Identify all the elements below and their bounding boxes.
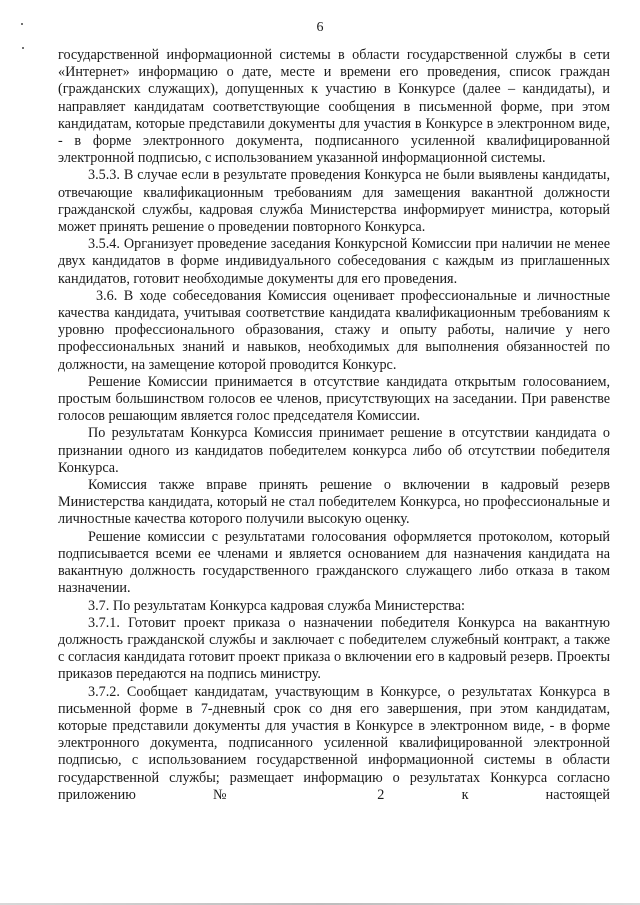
paragraph-continuation: государственной информационной системы в области государственной службы в сети «Интернет» информацию о дате, месте и времени его проведения, список граждан (гражданских служащих), допущенных к участию в Конкурсе (далее – кандидаты), и направляет кандидатам соответствующие сообщения в письменной форме, при этом кандидатам, которые представили документы для участия в Конкурсе в электронном виде, - в форме электронного документа, подписанного усиленной квалифицированной электронной подписью, с использованием указанной информационной системы. [58,47,610,167]
paragraph-protocol: Решение комиссии с результатами голосования оформляется протоколом, который подписывается всеми ее членами и является основанием для назначения кандидата на вакантную должность государственного гражданского служащего либо отказа в таком назначении. [58,528,610,597]
paragraph-reserve: Комиссия также вправе принять решение о включении в кадровый резерв Министерства кандидата, который не стал победителем Конкурса, но профессиональные и личностные качества которого получили высокую оценку. [58,477,610,528]
paragraph-results: По результатам Конкурса Комиссия принимает решение в отсутствии кандидата о признании одного из кандидатов победителем конкурса либо об отсутствии победителя Конкурса. [58,425,610,476]
document-body [58,47,610,804]
paragraph-3-5-4: 3.5.4. Организует проведение заседания Конкурсной Комиссии при наличии не менее двух кандидатов в форме индивидуального собеседования с каждым из приглашенных кандидатов, готовит необходимые документы для его проведения. [58,236,610,287]
paragraph-3-7-1: 3.7.1. Готовит проект приказа о назначении победителя Конкурса на вакантную должность гражданской службы и заключает с победителем служебный контракт, а также с согласия кандидата готовит проект приказа о включении его в кадровый резерв. Проекты приказов передаются на подпись министру. [58,614,610,683]
paragraph-3-7: 3.7. По результатам Конкурса кадровая служба Министерства: [88,597,465,614]
paragraph-3-7-2: 3.7.2. Сообщает кандидатам, участвующим в Конкурсе, о результатах Конкурса в письменной форме в 7-дневный срок со дня его завершения, при этом кандидатам, которые представили документы для участия в Конкурсе в электронном виде, - в форме электронного документа, подписанного усиленной квалифицированной электронной подписью, с использованием государственной информационной системы в области государственной службы; размещает информацию о результатах Конкурса согласно приложению № 2 к настоящей [58,683,610,803]
page-number: 6 [316,20,324,35]
paragraph-3-5-3: 3.5.3. В случае если в результате проведения Конкурса не были выявлены кандидаты, отвечающие квалификационным требованиям для замещения вакантной должности гражданской службы, кадровая служба Министерства информирует министра, который может принять решение о проведении повторного Конкурса. [58,167,610,236]
scan-speck [22,47,24,49]
paragraph-decision: Решение Комиссии принимается в отсутствие кандидата открытым голосованием, простым большинством голосов ее членов, присутствующих на заседании. При равенстве голосов решающим является голос председателя Комиссии. [58,373,610,425]
paragraph-3-6: 3.6. В ходе собеседования Комиссия оценивает профессиональные и личностные качества кандидата, учитывая соответствие кандидата квалификационным требованиям к уровню профессионального образования, стажу и опыту работы, наличие у него профессиональных знаний и навыков, необходимых для выполнения обязанностей по должности, на замещение которой проводится Конкурс. [58,287,610,373]
